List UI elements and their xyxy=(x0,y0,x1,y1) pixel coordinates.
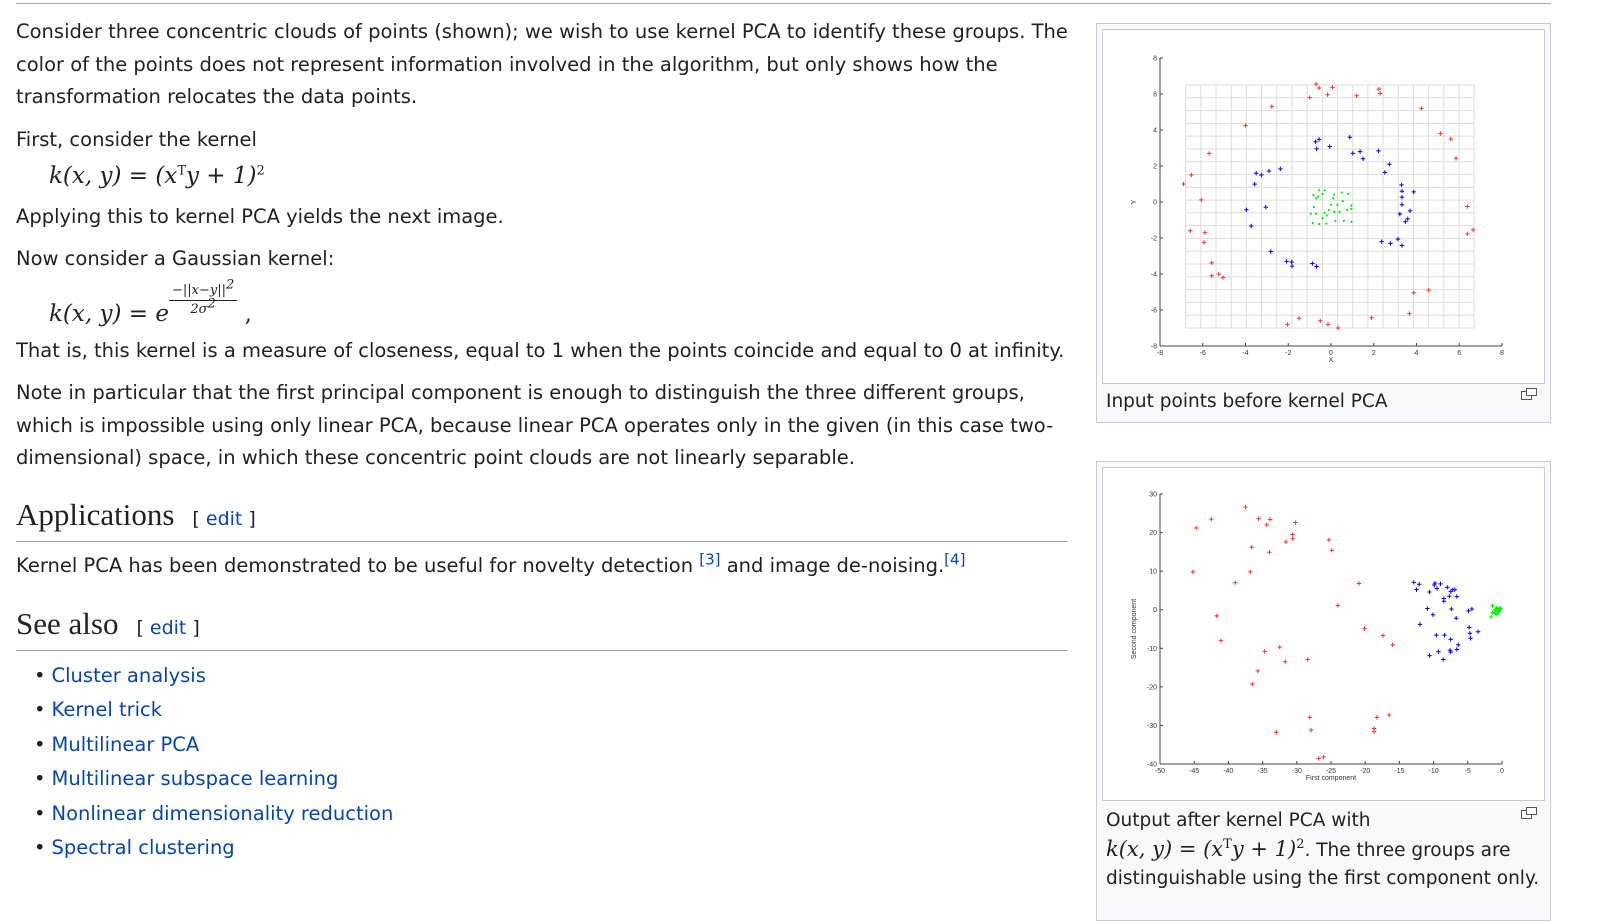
x-tick-label: -35 xyxy=(1257,768,1268,775)
data-point-middle xyxy=(1388,241,1392,245)
data-point-inner xyxy=(1489,615,1493,619)
applications-heading: Applications [ edit ] xyxy=(16,495,1068,542)
data-point-outer xyxy=(1377,87,1381,91)
data-point-middle xyxy=(1269,249,1273,253)
data-point-inner xyxy=(1318,189,1320,191)
data-point-outer xyxy=(1419,106,1423,110)
x-tick-label: 6 xyxy=(1457,350,1462,357)
data-point-middle xyxy=(1358,149,1362,153)
data-point-outer xyxy=(1203,230,1207,234)
list-item xyxy=(34,728,1068,762)
data-point-middle xyxy=(1449,607,1453,611)
list-item xyxy=(34,762,1068,796)
data-point-inner xyxy=(1312,222,1314,224)
y-tick-label: 10 xyxy=(1149,568,1157,576)
edit-link[interactable]: [ edit ] xyxy=(192,507,256,530)
figure-input-points xyxy=(1096,23,1551,423)
x-tick-label: 2 xyxy=(1371,350,1376,357)
data-point-outer xyxy=(1270,104,1274,108)
data-point-outer xyxy=(1194,526,1198,530)
data-point-middle xyxy=(1453,587,1457,591)
y-tick-label: -6 xyxy=(1150,307,1157,315)
data-point-outer xyxy=(1321,755,1325,759)
data-point-inner xyxy=(1323,189,1325,191)
y-tick-label: 6 xyxy=(1153,91,1157,99)
data-point-middle xyxy=(1249,224,1253,228)
x-tick-label: -45 xyxy=(1189,768,1200,775)
enlarge-icon[interactable] xyxy=(1521,807,1537,819)
data-point-inner xyxy=(1347,193,1349,195)
data-point-middle xyxy=(1408,209,1412,213)
data-point-outer xyxy=(1426,288,1430,292)
data-point-outer xyxy=(1327,538,1331,542)
gaussian-intro: Now consider a Gaussian kernel: xyxy=(16,247,335,270)
data-point-outer xyxy=(1248,570,1252,574)
x-tick-label: -8 xyxy=(1156,350,1164,357)
data-point-inner xyxy=(1315,197,1317,199)
edit-link[interactable]: [ edit ] xyxy=(136,617,200,639)
data-point-middle xyxy=(1438,582,1442,586)
x-tick-label: 4 xyxy=(1414,350,1419,357)
data-point-outer xyxy=(1268,517,1272,521)
data-point-outer xyxy=(1449,137,1453,141)
y-axis-label: Y xyxy=(1131,199,1138,205)
data-point-outer xyxy=(1290,537,1294,541)
data-point-middle xyxy=(1328,144,1332,148)
data-point-outer xyxy=(1381,633,1385,637)
data-point-middle xyxy=(1264,205,1268,209)
note-paragraph: Note in particular that the first principal component is enough to distinguish the three different groups, which is impossible using only linear PCA, because linear PCA operates only in the given (in this case two-dimensional) space, in which these concentric point clouds are not linearly separable. xyxy=(16,381,1054,469)
x-tick-label: 8 xyxy=(1500,350,1504,357)
data-point-middle xyxy=(1456,643,1460,647)
data-point-middle xyxy=(1425,606,1429,610)
data-point-outer xyxy=(1191,570,1195,574)
enlarge-icon[interactable] xyxy=(1521,388,1537,400)
see-also-link[interactable]: Nonlinear dimensionality reduction xyxy=(51,801,394,825)
data-point-inner xyxy=(1490,611,1494,615)
data-point-middle xyxy=(1412,580,1416,584)
data-point-outer xyxy=(1438,131,1442,135)
data-point-inner xyxy=(1332,197,1334,199)
polynomial-kernel-formula: k(x, $y) = (x^Ty + 1)^2$ xyxy=(49,163,265,189)
data-point-inner xyxy=(1325,223,1327,225)
figure-image[interactable] xyxy=(1102,29,1545,384)
data-point-middle xyxy=(1442,599,1446,603)
data-point-middle xyxy=(1412,190,1416,194)
y-tick-label: -8 xyxy=(1150,343,1157,351)
x-tick-label: -20 xyxy=(1360,768,1371,775)
data-point-inner xyxy=(1490,604,1494,608)
data-point-outer xyxy=(1369,316,1373,320)
data-point-inner xyxy=(1336,204,1338,206)
data-point-outer xyxy=(1362,626,1366,630)
data-point-inner xyxy=(1328,209,1330,211)
data-point-outer xyxy=(1256,669,1260,673)
data-point-outer xyxy=(1412,291,1416,295)
data-point-outer xyxy=(1307,95,1311,99)
data-point-middle xyxy=(1314,264,1318,268)
article-body xyxy=(16,16,1068,865)
data-point-inner xyxy=(1350,221,1352,223)
data-point-outer xyxy=(1202,240,1206,244)
x-tick-label: -30 xyxy=(1291,768,1302,775)
y-tick-label: -20 xyxy=(1146,684,1157,692)
data-point-middle xyxy=(1455,594,1459,598)
data-point-inner xyxy=(1343,220,1345,222)
data-point-inner xyxy=(1333,211,1335,213)
input-scatter-chart xyxy=(1103,30,1544,383)
data-point-outer xyxy=(1290,532,1294,536)
data-point-middle xyxy=(1351,151,1355,155)
data-point-middle xyxy=(1400,189,1404,193)
data-point-outer xyxy=(1207,151,1211,155)
data-point-outer xyxy=(1284,540,1288,544)
data-point-middle xyxy=(1427,653,1431,657)
figure-caption: Output after kernel PCA with k(x, $y) = (x^Ty + 1)^2$. The three groups are distinguishable using the first component only. xyxy=(1102,801,1545,893)
data-point-outer xyxy=(1387,713,1391,717)
output-scatter-chart xyxy=(1103,468,1544,800)
data-point-inner xyxy=(1321,193,1323,195)
x-tick-label: -25 xyxy=(1325,768,1337,775)
y-tick-label: 30 xyxy=(1149,491,1157,499)
reference-link[interactable]: [3] xyxy=(699,550,721,568)
data-point-middle xyxy=(1476,630,1480,634)
data-point-outer xyxy=(1189,173,1193,177)
data-point-outer xyxy=(1249,545,1253,549)
data-point-outer xyxy=(1309,728,1313,732)
data-point-middle xyxy=(1431,613,1435,617)
data-point-middle xyxy=(1400,195,1404,199)
list-item xyxy=(34,797,1068,831)
data-point-outer xyxy=(1217,272,1221,276)
list-item xyxy=(34,831,1068,865)
data-point-middle xyxy=(1449,637,1453,641)
data-point-outer xyxy=(1375,715,1379,719)
data-point-inner xyxy=(1317,196,1319,198)
top-divider xyxy=(16,3,1551,4)
x-tick-label: -4 xyxy=(1242,350,1249,357)
data-point-outer xyxy=(1219,638,1223,642)
gaussian-kernel-formula: k(x, y) = e $\frac{-||x-y||^2}{2\sigma^2}$ , xyxy=(49,277,252,327)
data-point-inner xyxy=(1334,220,1336,222)
data-point-middle xyxy=(1417,582,1421,586)
data-point-middle xyxy=(1403,220,1407,224)
data-point-middle xyxy=(1427,590,1431,594)
see-also-link[interactable]: Multilinear PCA xyxy=(51,732,200,756)
data-point-outer xyxy=(1283,660,1287,664)
data-point-outer xyxy=(1372,729,1376,733)
data-point-middle xyxy=(1400,203,1404,207)
data-point-inner xyxy=(1333,193,1335,195)
data-point-middle xyxy=(1418,622,1422,626)
y-tick-label: -30 xyxy=(1146,722,1157,730)
data-point-outer xyxy=(1336,603,1340,607)
data-point-outer xyxy=(1317,86,1321,90)
data-point-inner xyxy=(1318,223,1320,225)
see-also-link[interactable]: Multilinear subspace learning xyxy=(51,767,339,791)
data-point-outer xyxy=(1390,643,1394,647)
data-point-outer xyxy=(1316,756,1320,760)
data-point-middle xyxy=(1387,162,1391,166)
data-point-outer xyxy=(1243,123,1247,127)
data-point-outer xyxy=(1306,657,1310,661)
data-point-middle xyxy=(1244,208,1248,212)
data-point-middle xyxy=(1252,182,1256,186)
y-tick-label: -10 xyxy=(1146,645,1157,653)
data-point-middle xyxy=(1289,260,1293,264)
x-tick-label: -15 xyxy=(1394,768,1405,775)
data-point-inner xyxy=(1326,214,1328,216)
data-point-middle xyxy=(1436,650,1440,654)
data-point-middle xyxy=(1468,631,1472,635)
data-point-middle xyxy=(1399,183,1403,187)
data-point-middle xyxy=(1447,594,1451,598)
data-point-inner xyxy=(1315,213,1317,215)
data-point-outer xyxy=(1378,91,1382,95)
list-item xyxy=(34,659,1068,693)
x-axis-label: First component xyxy=(1305,775,1357,782)
data-point-outer xyxy=(1278,645,1282,649)
data-point-outer xyxy=(1274,730,1278,734)
list-item xyxy=(34,693,1068,727)
applications-text: Kernel PCA has been demonstrated to be useful for novelty detection [3] and image de-noising.[4] xyxy=(16,550,966,577)
data-point-outer xyxy=(1243,505,1247,509)
data-point-middle xyxy=(1259,173,1263,177)
x-tick-label: -5 xyxy=(1464,768,1471,775)
x-tick-label: 0 xyxy=(1500,768,1504,775)
data-point-outer xyxy=(1199,198,1203,202)
y-tick-label: -40 xyxy=(1146,761,1157,769)
closeness-text: That is, this kernel is a measure of closeness, equal to 1 when the points coincide and equal to 0 at infinity. xyxy=(16,338,1065,362)
data-point-outer xyxy=(1265,523,1269,527)
data-point-middle xyxy=(1441,657,1445,661)
y-tick-label: 2 xyxy=(1153,163,1157,171)
data-point-outer xyxy=(1209,517,1213,521)
data-point-inner xyxy=(1321,217,1323,219)
y-tick-label: 20 xyxy=(1149,530,1157,538)
data-point-middle xyxy=(1361,157,1365,161)
data-point-middle xyxy=(1314,147,1318,151)
see-also-link[interactable]: Kernel trick xyxy=(51,698,163,722)
data-point-middle xyxy=(1454,616,1458,620)
data-point-inner xyxy=(1338,211,1340,213)
y-tick-label: 4 xyxy=(1153,127,1157,135)
reference-link[interactable]: [4] xyxy=(944,550,966,568)
data-point-outer xyxy=(1336,326,1340,330)
data-point-middle xyxy=(1468,636,1472,640)
data-point-middle xyxy=(1396,237,1400,241)
data-point-inner xyxy=(1350,208,1352,210)
data-point-inner xyxy=(1330,204,1332,206)
data-point-outer xyxy=(1330,85,1334,89)
y-tick-label: -2 xyxy=(1150,235,1157,243)
x-tick-label: 0 xyxy=(1329,350,1333,357)
data-point-outer xyxy=(1221,275,1225,279)
data-point-middle xyxy=(1414,587,1418,591)
x-tick-label: -6 xyxy=(1199,350,1206,357)
applying-text: Applying this to kernel PCA yields the next image. xyxy=(16,204,504,228)
x-tick-label: -10 xyxy=(1428,768,1439,775)
data-point-outer xyxy=(1308,715,1312,719)
data-point-middle xyxy=(1400,243,1404,247)
data-point-outer xyxy=(1293,520,1297,524)
data-point-outer xyxy=(1267,550,1271,554)
data-point-middle xyxy=(1310,261,1314,265)
intro-paragraph: Consider three concentric clouds of points (shown); we wish to use kernel PCA to identify these groups. The color of the points does not represent information involved in the algorithm, but only shows how the transformation relocates the data points. xyxy=(16,20,1068,108)
data-point-outer xyxy=(1188,229,1192,233)
y-tick-label: 8 xyxy=(1153,55,1157,63)
kernel-intro: First, consider the kernel xyxy=(16,127,257,151)
data-point-outer xyxy=(1262,649,1266,653)
y-tick-label: -4 xyxy=(1150,271,1157,279)
data-point-inner xyxy=(1342,200,1344,202)
data-point-outer xyxy=(1465,232,1469,236)
data-point-middle xyxy=(1434,633,1438,637)
data-point-middle xyxy=(1445,585,1449,589)
x-tick-label: -2 xyxy=(1285,350,1292,357)
data-point-outer xyxy=(1357,581,1361,585)
data-point-outer xyxy=(1326,322,1330,326)
data-point-outer xyxy=(1285,322,1289,326)
data-point-outer xyxy=(1325,93,1329,97)
data-point-inner xyxy=(1310,213,1312,215)
data-point-middle xyxy=(1442,633,1446,637)
data-point-middle xyxy=(1313,140,1317,144)
data-point-middle xyxy=(1435,586,1439,590)
y-tick-label: 0 xyxy=(1153,607,1157,615)
data-point-inner xyxy=(1323,212,1325,214)
data-point-middle xyxy=(1467,625,1471,629)
y-tick-label: 0 xyxy=(1153,199,1157,207)
data-point-outer xyxy=(1215,614,1219,618)
x-tick-label: -50 xyxy=(1154,768,1166,775)
data-point-inner xyxy=(1313,206,1315,208)
data-point-outer xyxy=(1454,156,1458,160)
data-point-outer xyxy=(1256,516,1260,520)
see-also-link[interactable]: Cluster analysis xyxy=(51,664,206,687)
data-point-middle xyxy=(1267,169,1271,173)
data-point-middle xyxy=(1284,259,1288,263)
data-point-inner xyxy=(1346,209,1348,211)
figure-output-points xyxy=(1096,461,1551,921)
x-tick-label: -40 xyxy=(1223,768,1234,775)
data-point-inner xyxy=(1341,192,1343,194)
data-point-outer xyxy=(1465,204,1469,208)
data-point-outer xyxy=(1297,316,1301,320)
data-point-outer xyxy=(1233,581,1237,585)
x-axis-label: X xyxy=(1328,357,1334,364)
data-point-outer xyxy=(1329,548,1333,552)
data-point-middle xyxy=(1455,647,1459,651)
figure-caption: Input points before kernel PCA xyxy=(1102,384,1545,416)
data-point-inner xyxy=(1312,194,1314,196)
data-point-middle xyxy=(1406,217,1410,221)
see-also-heading: See also [ edit ] xyxy=(16,604,1068,651)
data-point-middle xyxy=(1317,137,1321,141)
see-also-list xyxy=(34,659,1068,865)
see-also-link[interactable]: Spectral clustering xyxy=(51,836,235,860)
data-point-outer xyxy=(1181,182,1185,186)
data-point-middle xyxy=(1278,167,1282,171)
y-axis-label: Second component xyxy=(1131,598,1138,660)
data-point-outer xyxy=(1250,682,1254,686)
data-point-inner xyxy=(1350,205,1352,207)
figure-image[interactable] xyxy=(1102,467,1545,801)
data-point-outer xyxy=(1314,82,1318,86)
